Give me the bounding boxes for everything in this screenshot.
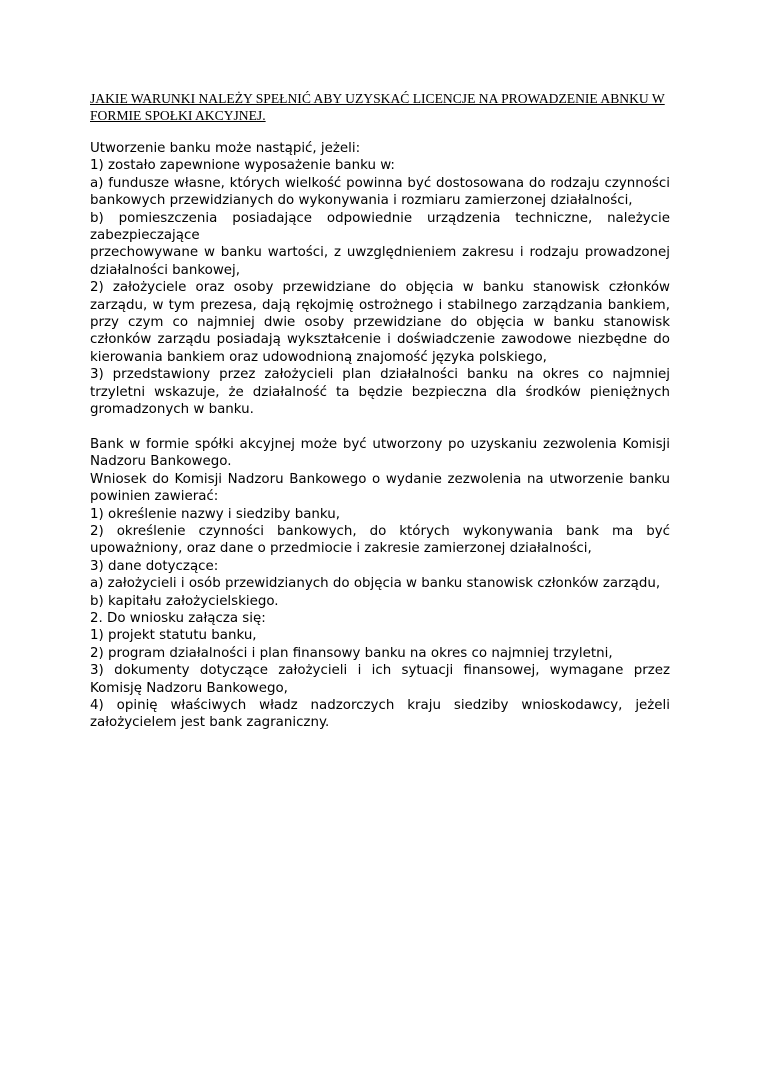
section-permit-application: [90, 436, 670, 732]
paragraph: Bank w formie spółki akcyjnej może być utworzony po uzyskaniu zezwolenia Komisji Nadzoru Bankowego.: [90, 436, 670, 470]
paragraph: 3) dokumenty dotyczące założycieli i ich sytuacji finansowej, wymagane przez Komisję Nadzoru Bankowego,: [90, 663, 670, 696]
paragraph: przechowywane w banku wartości, z uwzględnieniem zakresu i rodzaju prowadzonej działalności bankowej,: [90, 245, 670, 278]
paragraph: 1) zostało zapewnione wyposażenie banku w:: [90, 158, 395, 174]
paragraph: Wniosek do Komisji Nadzoru Bankowego o wydanie zezwolenia na utworzenie banku powinien zawierać:: [90, 471, 670, 505]
paragraph: 4) opinię właściwych władz nadzorczych kraju siedziby wnioskodawcy, jeżeli założycielem jest bank zagraniczny.: [90, 697, 670, 731]
paragraph: a) założycieli i osób przewidzianych do objęcia w banku stanowisk członków zarządu,: [90, 576, 661, 592]
paragraph-gap: [90, 419, 670, 436]
paragraph: 1) projekt statutu banku,: [90, 628, 257, 644]
document-title: JAKIE WARUNKI NALEŻY SPEŁNIĆ ABY UZYSKAĆ LICENCJE NA PROWADZENIE ABNKU W FORMIE SPOŁKI AKCYJNEJ.: [90, 91, 665, 123]
paragraph: b) pomieszczenia posiadające odpowiednie urządzenia techniczne, należycie zabezpieczające: [90, 210, 670, 244]
paragraph: b) kapitału założycielskiego.: [90, 593, 279, 609]
paragraph: a) fundusze własne, których wielkość powinna być dostosowana do rodzaju czynności bankowych przewidzianych do wykonywania i rozmiaru zamierzonej działalności,: [90, 175, 670, 209]
document-body: [90, 140, 670, 732]
paragraph: 2) określenie czynności bankowych, do których wykonywania bank ma być upoważniony, oraz dane o przedmiocie i zakresie zamierzonej działalności,: [90, 523, 670, 557]
document-page: [90, 90, 670, 732]
paragraph: 2) program działalności i plan finansowy banku na okres co najmniej trzyletni,: [90, 645, 613, 661]
paragraph: Utworzenie banku może nastąpić, jeżeli:: [90, 141, 361, 156]
paragraph: 2. Do wniosku załącza się:: [90, 610, 266, 626]
paragraph: 1) określenie nazwy i siedziby banku,: [90, 506, 341, 522]
paragraph: 3) dane dotyczące:: [90, 558, 219, 574]
paragraph: 3) przedstawiony przez założycieli plan działalności banku na okres co najmniej trzyletni wskazuje, że działalność ta będzie bezpieczna dla środków pieniężnych gromadzonych w banku.: [90, 367, 670, 418]
paragraph: 2) założyciele oraz osoby przewidziane do objęcia w banku stanowisk członków zarządu, w tym prezesa, dają rękojmię ostrożnego i stabilnego zarządzania bankiem, przy czym co najmniej dwie osoby przewidziane do objęcia w banku stanowisk członków zarządu posiadają wykształcenie i doświadczenie zawodowe niezbędne do kierowania bankiem oraz udowodnioną znajomość języka polskiego,: [90, 280, 670, 365]
section-bank-creation-conditions: [90, 140, 670, 419]
